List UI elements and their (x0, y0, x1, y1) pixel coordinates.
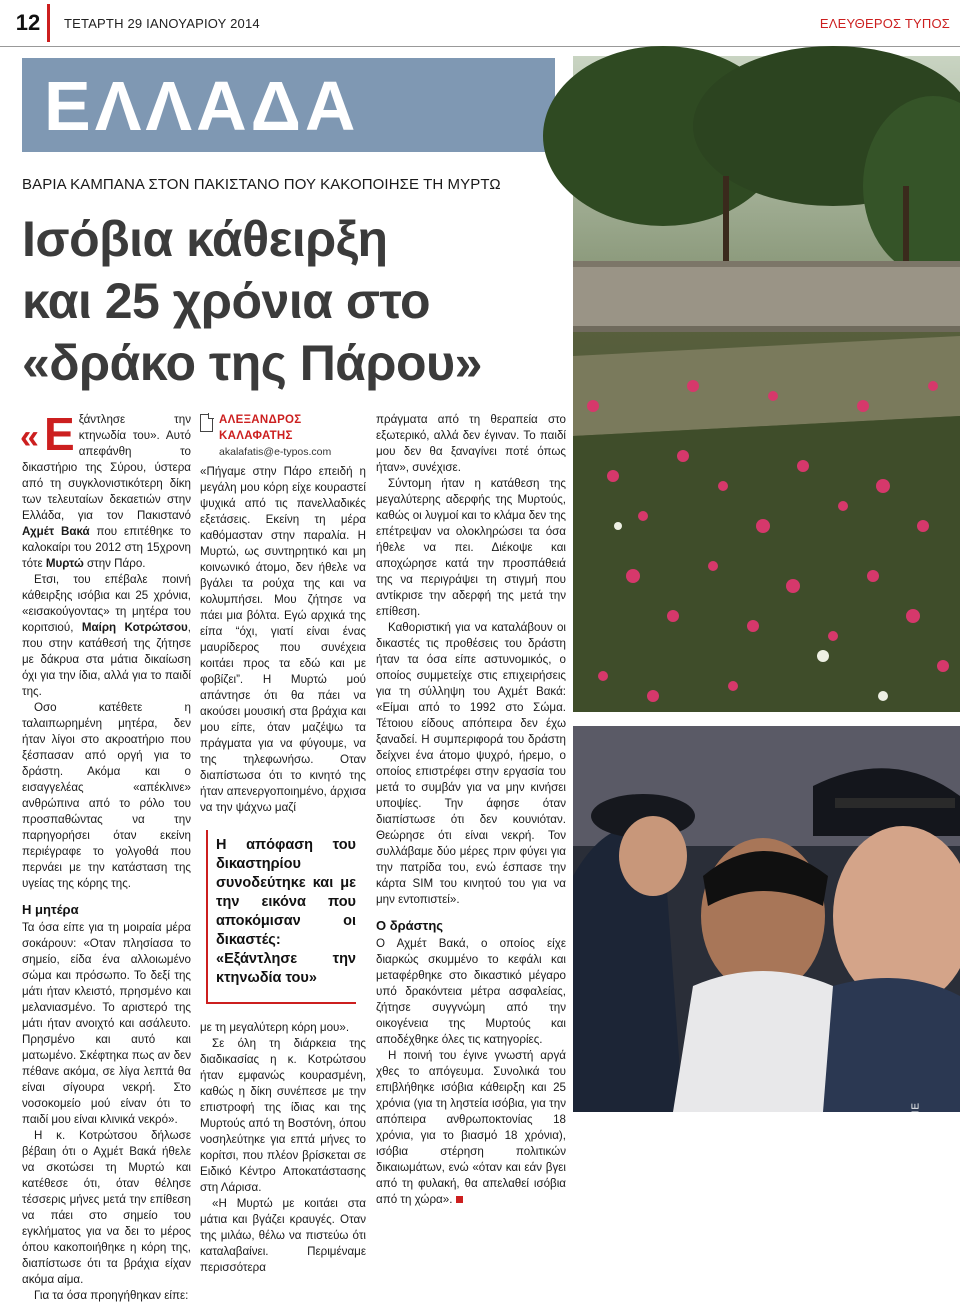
paragraph: Καθοριστική για να καταλάβουν οι δικαστές τις προθέσεις του δράστη ήταν τα όσα είπε αστυνομικός, ο οποίος συμμετείχε στις επιχειρήσεις για τη σύλληψη του Αχμέτ Βακά: «Είμαι από το 1992 στο Σώμα. Τέτοιου είδους απόπειρα δεν έχω ξαναδεί. Η συμπεριφορά του δράστη δείχνει ένα άτομο ψυχρό, ήρεμο, ο οποίος επιστρέφει στην εργασία του μετά το συμβάν για να μην κινήσει υποψίες. Την άφησε όταν διαπίστωσε ότι δεν κουνιόταν. Θεώρησε ότι είναι νεκρή. Τον συλλάβαμε δύο μέρες πριν φύγει για την πατρίδα του, ενώ έσπασε την κάρτα SIM του κινητού του για να μην εντοπιστεί». (376, 621, 566, 906)
paragraph: «Πήγαμε στην Πάρο επειδή η μεγάλη μου κόρη είχε κουραστεί ψυχικά από τις πανελλαδικές εξετάσεις. Εκείνη τη μέρα καθόμασταν στην παραλία. Η Μυρτώ, ως συντηρητικό και μη κοινωνικό άτομο, δεν ήθελε να βγάλει τα ρούχα της και να κολυμπήσει. Μου ζήτησε να πάει μια βόλτα. Εγώ αρχικά της είπα “όχι, γιατί είναι ένας μαυρίδερος που συνέχεια κοιτάει προς τα εδώ και με φοβίζει”. Η Μυρτώ μού απάντησε ότι θα πάει να ακούσει μουσική στα βράχια και μου είπε, όταν μαζέψω τα πράγματα για να φύγουμε, να της τηλεφωνήσω. Οταν διαπίστωσα ότι το κινητό της ήταν απενεργοποιημένο, άρχισα να την ψάχνω μαζί (200, 465, 366, 814)
lead-paragraph-wrap (20, 408, 191, 572)
author-name: ΑΛΕΞΑΝΔΡΟΣ ΚΑΛΑΦΑΤΗΣ (219, 414, 302, 442)
section-title: ΕΛΛΑΔΑ (44, 67, 360, 145)
byline (200, 412, 366, 460)
article-column-1 (20, 408, 192, 1302)
lead-paragraph: ξάντλησε την κτηνωδία του». Αυτό απεφάνθη το δικαστήριο της Σύρου, ύστερα από τη συγκλονιστικότερη δίκη των τελευταίων δεκαετιών στην Ελλάδα, για τον Πακιστανό Αχμέτ Βακά που επιτέθηκε το καλοκαίρι του 2012 στη 15χρονη τότε Μυρτώ στην Πάρο. (22, 413, 191, 570)
paragraph: Ετσι, του επέβαλε ποινή κάθειρξης ισόβια και 25 χρόνια, «εισακούγοντας» τη μητέρα του κοριτσιού, Μαίρη Κοτρώτσου, που στην κατάθεσή της ζήτησε με δάκρυα στα μάτια δικαίωση όχι για την ίδια, αλλά για το παιδί της. (22, 573, 192, 698)
article-column-3 (376, 412, 566, 1206)
photo-defendant-escorted (573, 726, 960, 1126)
article-column-2 (200, 412, 366, 1274)
pull-quote: Η απόφαση του δικαστηρίου συνοδεύτηκε και με την εικόνα που αποκόμισαν οι δικαστές: «Εξάντλησε την κτηνωδία του» (206, 830, 356, 1004)
garden-photo-illustration (573, 56, 960, 712)
headline-line-2: και 25 χρόνια στο (22, 273, 431, 329)
subheading-perpetrator: Ο δράστης (376, 918, 444, 933)
dropcap-quote: « (20, 418, 39, 456)
photo-credit: ΑΠΕ (911, 1102, 922, 1126)
defendant-photo-illustration (573, 726, 960, 1112)
subheading-mother: Η μητέρα (22, 902, 79, 917)
paragraph: με τη μεγαλύτερη κόρη μου». (200, 1021, 350, 1034)
section-banner (22, 58, 555, 152)
paragraph: Σύντομη ήταν η κατάθεση της μεγαλύτερης αδερφής της Μυρτούς, καθώς οι λυγμοί και το κλάμα δεν της επέτρεψαν να ολοκληρώσει τα όσα ήθελε να πει. Διέκοψε και αποχώρησε κατά την προσπάθειά της να περιγράψει τη στιγμή που αντίκρισε την αδερφή της μετά την επίθεση. (376, 477, 566, 618)
article-kicker: ΒΑΡΙΑ ΚΑΜΠΑΝΑ ΣΤΟΝ ΠΑΚΙΣΤΑΝΟ ΠΟΥ ΚΑΚΟΠΟΙΗΣΕ ΤΗ ΜΥΡΤΩ (22, 176, 501, 193)
page-header (0, 0, 960, 48)
paragraph: Η κ. Κοτρώτσου δήλωσε βέβαιη ότι ο Αχμέτ Βακά ήθελε να σκοτώσει τη Μυρτώ και κατέθεσε ότι, όταν θέλησε τέσσερις μήνες μετά την επίθεση να πάει στο σημείο του εγκλήματος για να δει το μέρος όπου κακοποιήθηκε η κόρη της, διαπίστωσε ότι τα βράχια είχαν ακόμα αίμα. (22, 1129, 191, 1286)
paragraph: Ο Αχμέτ Βακά, ο οποίος είχε διαρκώς σκυμμένο το κεφάλι και μεταφέρθηκε στο δικαστικό μέγαρο υπό δρακόντεια μέτρα ασφαλείας, ζήτησε συγγνώμη από την οικογένεια της Μυρτούς και αποδέχθηκε όλες τις κατηγορίες. (376, 937, 566, 1046)
paragraph: Σε όλη τη διάρκεια της διαδικασίας η κ. Κοτρώτσου ήταν εμφανώς κουρασμένη, καθώς η δίκη συνέπεσε με την επιστροφή της ίδιας και της Μυρτούς από τη Βοστόνη, όπου νοσηλεύτηκε για επτά μήνες το κορίτσι, που πλέον βρίσκεται σε Ειδικό Κέντρο Αποκατάστασης στη Λάρισα. (200, 1037, 366, 1194)
photo-garden-flowers (573, 56, 960, 712)
paragraph: Για τα όσα προηγήθηκαν είπε: (34, 1289, 189, 1302)
author-email[interactable]: akalafatis@e-typos.com (219, 446, 332, 458)
headline-line-1: Ισόβια κάθειρξη (22, 211, 388, 267)
headline-line-3: «δράκο της Πάρου» (22, 335, 482, 391)
end-of-article-mark (456, 1196, 463, 1203)
paragraph: Οσο κατέθετε η ταλαιπωρημένη μητέρα, δεν ήταν λίγοι στο ακροατήριο που ξέσπασαν από οργή για το δράστη. Ακόμα και ο εισαγγελέας «απέκλινε» ανθρώπινα από το ρόλο του προσπαθώντας να την παρηγορήσει όταν εκείνη περιέγραφε το γολγοθά που περνάει με την κατάσταση της υγείας της κόρης της. (22, 701, 191, 890)
dropcap-letter: Ε (44, 408, 75, 460)
paragraph: Τα όσα είπε για τη μοιραία μέρα σοκάρουν: «Οταν πλησίασα το σημείο, είδα ένα αλλοιωμένο σώμα και πρόσωπο. Το δεξί της μάτι ήταν κλειστό, πρησμένο και μελανιασμένο. Το αριστερό της μάτι ήταν ανοιχτό και ασάλευτο. Πρησμένο και αυτό και ματωμένο. Σκέφτηκα πως αν δεν πέθανε ακόμα, σε λίγα λεπτά θα είναι σίγουρα νεκρή. Στο νοσοκομείο μού είναν ότι το παιδί μου είναι κλινικά νεκρό». (22, 921, 191, 1126)
byline-text (219, 412, 366, 460)
paragraph: πράγματα από τη θεραπεία στο εξωτερικό, αλλά δεν έγιναν. Το παιδί μου δεν θα ξαναγίνει ποτέ όπως ήταν», συνέχισε. (376, 413, 566, 474)
page-number: 12 (15, 10, 41, 35)
issue-date: ΤΕΤΑΡΤΗ 29 ΙΑΝΟΥΑΡΙΟΥ 2014 (64, 16, 260, 31)
paragraph: Η ποινή του έγινε γνωστή αργά χθες το απόγευμα. Συνολικά του επιβλήθηκε ισόβια κάθειρξη και 25 χρόνια (για τη ληστεία ισόβια, για την απόπειρα ανθρωποκτονίας 18 χρόνια, για το βιασμό 18 χρόνια), ισόβια στέρηση πολιτικών δικαιωμάτων, ενώ «όταν και εάν βγει από τη φυλακή, θα απελαθεί ισόβια από τη χώρα». (376, 1049, 566, 1206)
paragraph: «Η Μυρτώ με κοιτάει στα μάτια και βγάζει κραυγές. Οταν της μιλάω, θέλω να πιστεύω ότι καταλαβαίνει. Περιμέναμε περισσότερα (200, 1197, 366, 1274)
newspaper-name: ΕΛΕΥΘΕΡΟΣ ΤΥΠΟΣ (819, 16, 950, 31)
article-headline (22, 208, 562, 394)
document-icon (200, 414, 213, 432)
